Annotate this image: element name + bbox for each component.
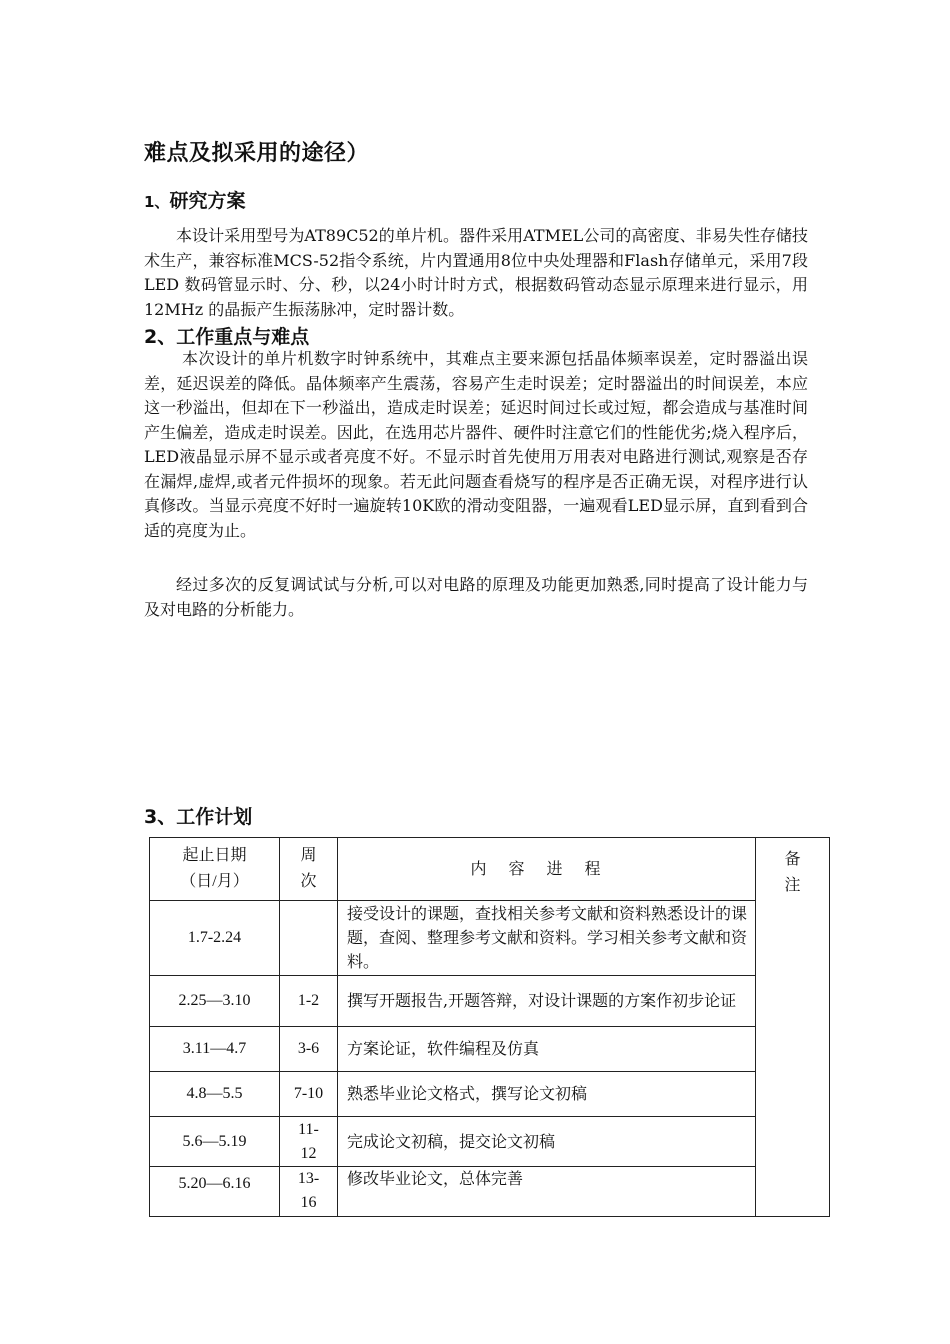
table-row [150, 901, 830, 976]
row-content: 方案论证，软件编程及仿真 [338, 1027, 756, 1072]
row-content: 完成论文初稿，提交论文初稿 [338, 1117, 756, 1167]
section-2-paragraph-2: 经过多次的反复调试试与分析,可以对电路的原理及功能更加熟悉,同时提高了设计能力与及对电路的分析能力。 [144, 575, 808, 619]
row-week-line1: 13- [297, 1170, 320, 1187]
header-date-line2: （日/月） [180, 873, 249, 890]
section-1-paragraph: 本设计采用型号为AT89C52的单片机。器件采用ATMEL公司的高密度、非易失性存储技术生产，兼容标准MCS-52指令系统，片内置通用8位中央处理器和Flash存储单元，采用7段LED 数码管显示时、分、秒，以24小时计时方式，根据数码管动态显示原理来进行显示，用12MHz 的晶振产生振荡脉冲，定时器计数。 [144, 226, 808, 319]
section-3-title: 工作计划 [176, 806, 253, 828]
header-date-cell [150, 838, 280, 901]
section-1-title: 研究方案 [169, 190, 246, 212]
row-date: 4.8—5.5 [150, 1072, 280, 1117]
row-week: 3-6 [280, 1027, 338, 1072]
header-content-cell: 内容进程 [338, 838, 756, 901]
section-2-number: 2、 [144, 326, 177, 348]
section-2-title: 工作重点与难点 [176, 326, 310, 348]
section-2-paragraph-1: 本次设计的单片机数字时钟系统中，其难点主要来源包括晶体频率误差，定时器溢出误差，延迟误差的降低。晶体频率产生震荡，容易产生走时误差；定时器溢出的时间误差，本应这一秒溢出，但却在下一秒溢出，造成走时误差；延迟时间过长或过短，都会造成与基准时间产生偏差，造成走时误差。因此，在选用芯片器件、硬件时注意它们的性能优劣;烧入程序后，LED液晶显示屏不显示或者亮度不好。不显示时首先使用万用表对电路进行测试,观察是否存在漏焊,虚焊,或者元件损坏的现象。若无此问题查看烧写的程序是否正确无误，对程序进行认真修改。当显示亮度不好时一遍旋转10K欧的滑动变阻器，一遍观看LED显示屏，直到看到合适的亮度为止。 [144, 349, 808, 540]
work-plan-table [149, 837, 830, 1217]
table-row [150, 1072, 830, 1117]
row-week-line1: 11- [298, 1120, 319, 1138]
row-week-cell [280, 1117, 338, 1167]
header-note-line2: 注 [784, 875, 801, 894]
row-date: 2.25—3.10 [150, 976, 280, 1027]
row-week-line2: 12 [300, 1144, 317, 1162]
row-week: 1-2 [280, 976, 338, 1027]
table-header-row [150, 838, 830, 901]
section-1-heading [144, 186, 245, 213]
header-note-line1: 备 [784, 849, 801, 868]
header-date-line1: 起止日期 [182, 847, 247, 864]
table-row [150, 1167, 830, 1217]
row-date: 3.11—4.7 [150, 1027, 280, 1072]
row-week-cell [280, 1167, 338, 1217]
header-week-cell [280, 838, 338, 901]
section-2-heading [144, 322, 309, 349]
row-date: 5.6—5.19 [150, 1117, 280, 1167]
row-week-line2: 16 [300, 1194, 317, 1211]
row-date: 1.7-2.24 [150, 901, 280, 976]
row-content: 接受设计的课题，查找相关参考文献和资料熟悉设计的课题，查阅、整理参考文献和资料。学习相关参考文献和资料。 [338, 901, 756, 976]
header-note-cell [756, 838, 830, 1217]
row-content: 熟悉毕业论文格式，撰写论文初稿 [338, 1072, 756, 1117]
section-3-heading [144, 802, 252, 829]
table-row [150, 1027, 830, 1072]
section-3-number: 3、 [144, 806, 177, 828]
row-content: 撰写开题报告,开题答辩，对设计课题的方案作初步论证 [338, 976, 756, 1027]
table-row [150, 976, 830, 1027]
page-heading: 难点及拟采用的途径） [144, 141, 370, 166]
section-1-number: 1、 [144, 193, 170, 211]
header-week-line2: 次 [300, 873, 317, 890]
row-content: 修改毕业论文，总体完善 [338, 1167, 756, 1217]
header-week-line1: 周 [300, 847, 317, 864]
table-row [150, 1117, 830, 1167]
row-week [280, 901, 338, 976]
row-date: 5.20—6.16 [150, 1167, 280, 1217]
row-week: 7-10 [280, 1072, 338, 1117]
